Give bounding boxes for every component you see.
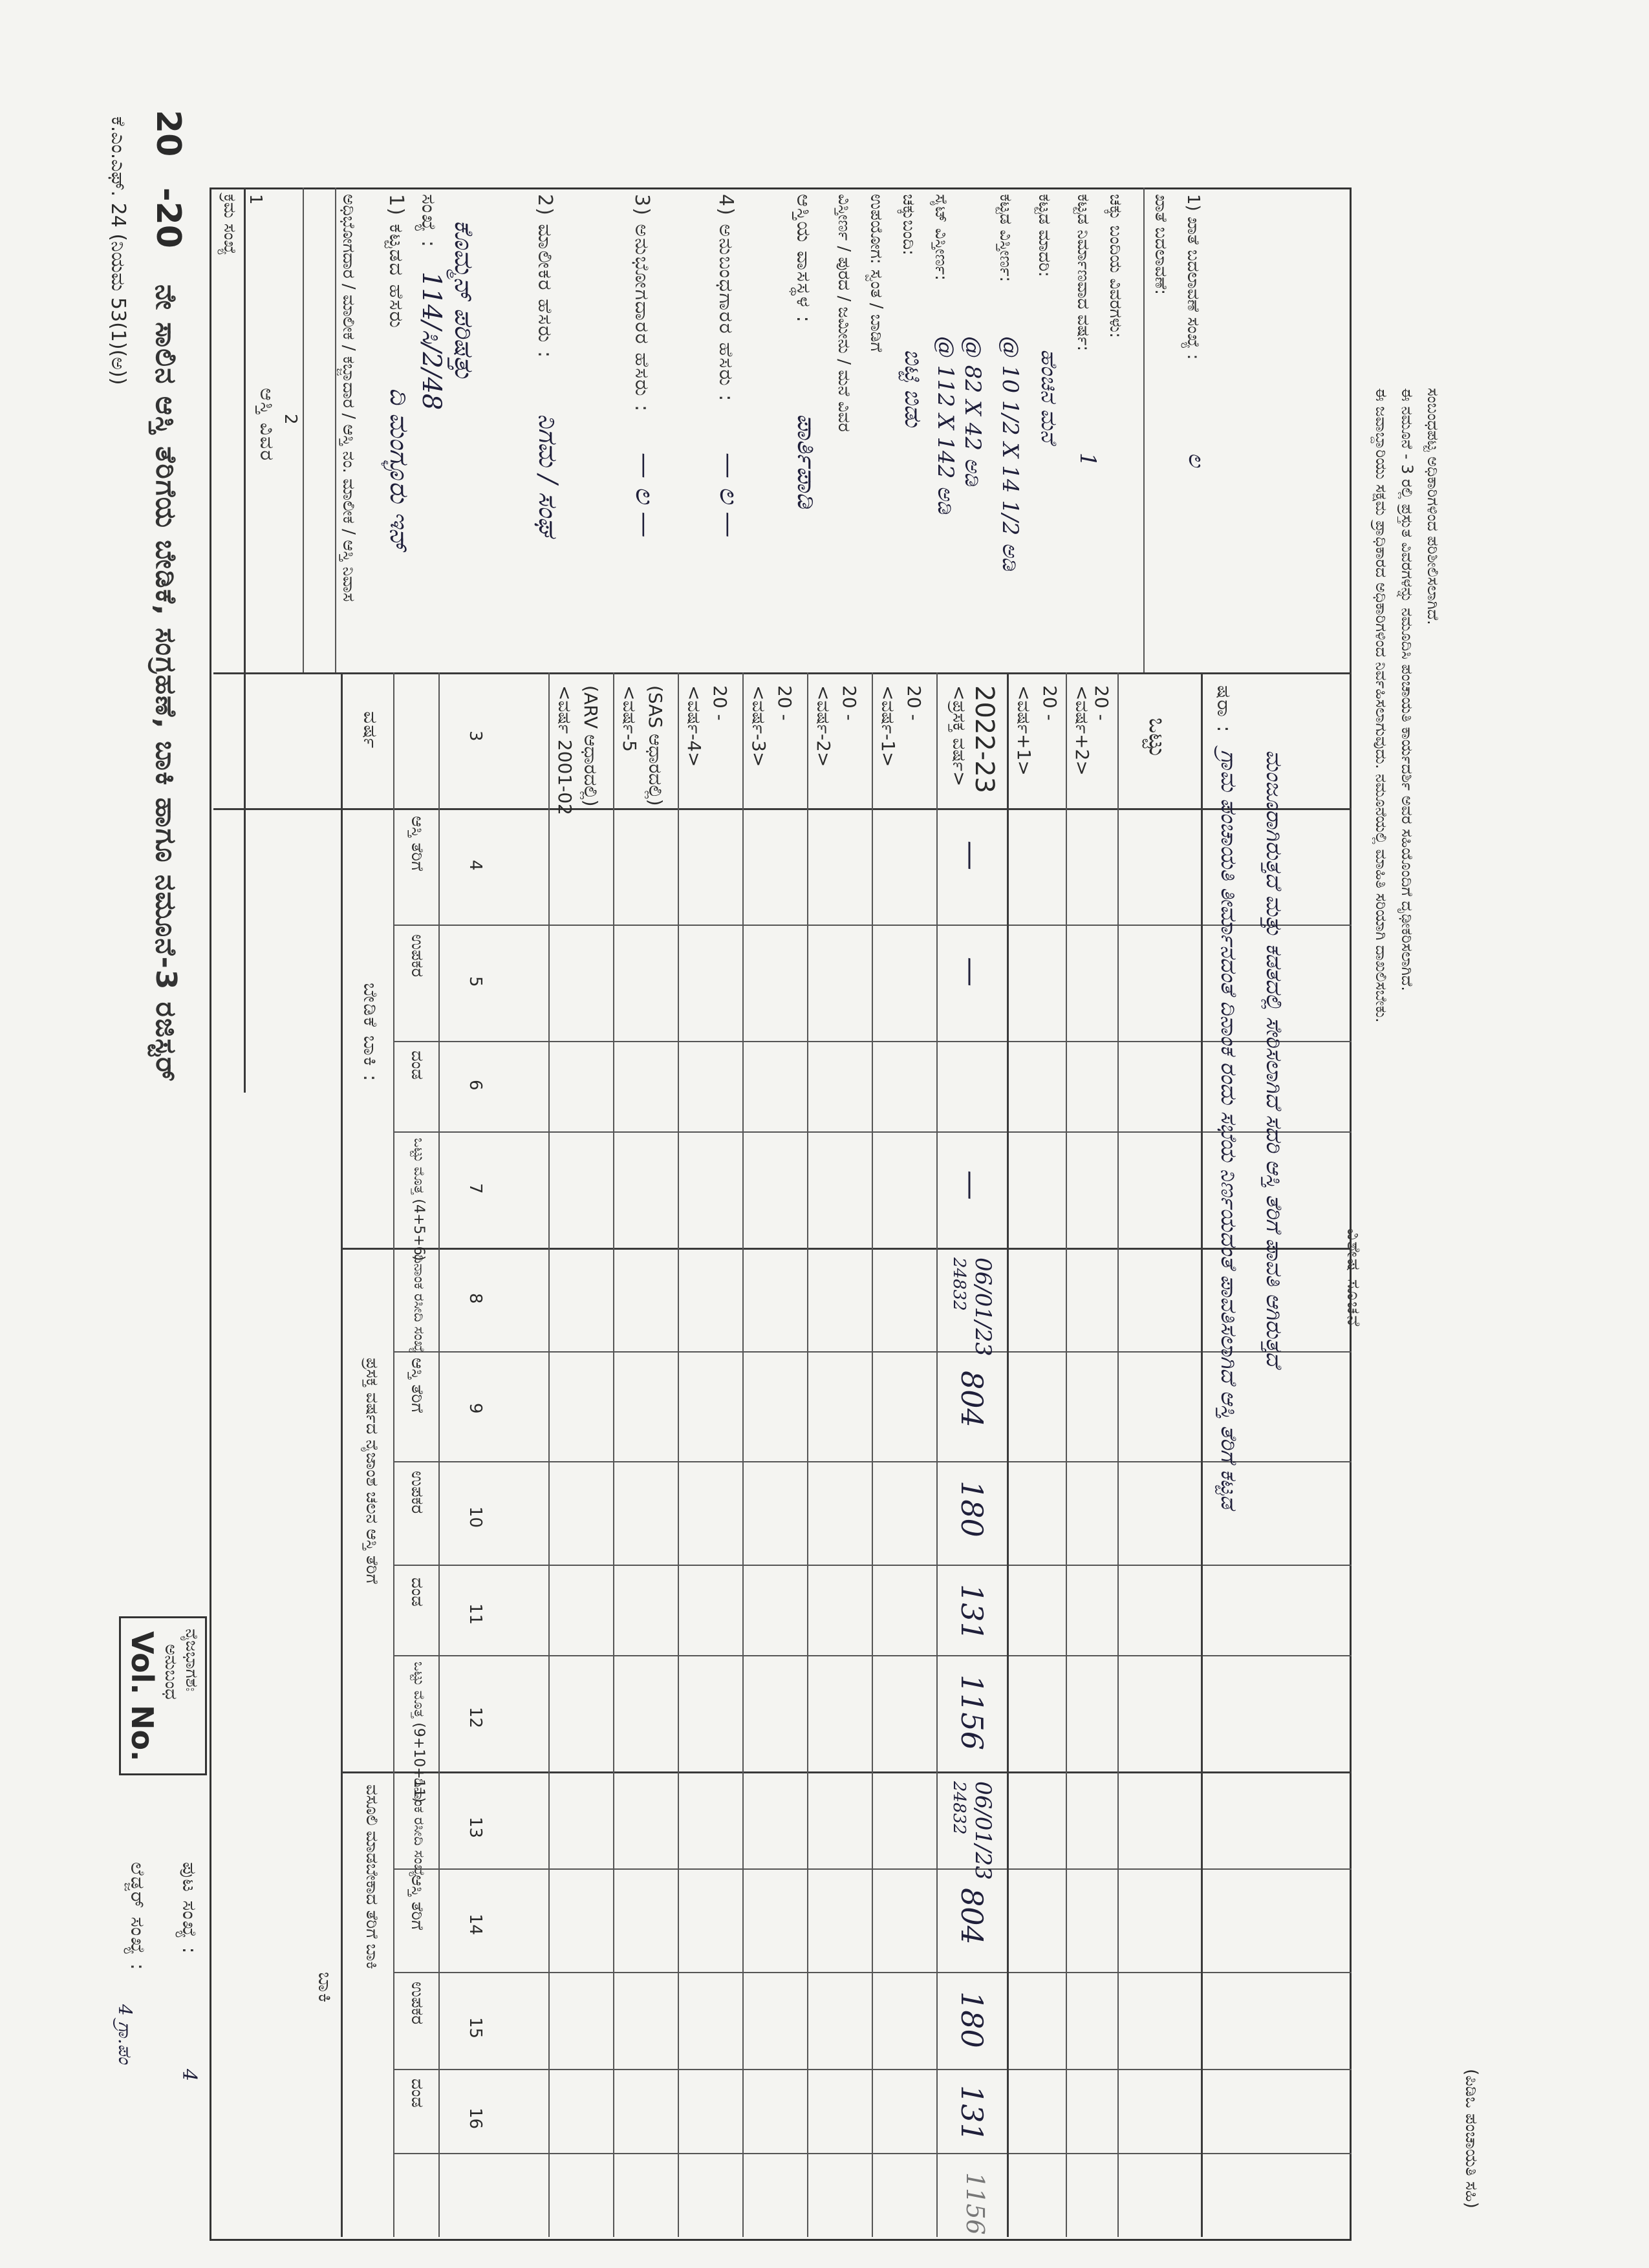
boundary-label: ಚಕ್ಕುಬಂದಿ:: [899, 194, 918, 255]
ledger-value: 4 ಗ್ರಾ.ಪಂ: [114, 2004, 136, 2064]
subhead-c12: ಒಟ್ಟು ಮೊತ್ತ (9+10+11): [411, 1662, 427, 1803]
subhead-c8: ದಿನಾಂಕ ರಸೀದಿ ಸಂಖ್ಯೆ: [411, 1254, 427, 1354]
row-label-1b: (SAS ಆಧಾರದಲ್ಲಿ): [645, 685, 666, 806]
cur-c15: 180: [954, 1991, 989, 2048]
subhead-c16: ದಂಡ: [407, 2079, 427, 2108]
cur-c16: 131: [954, 2085, 989, 2142]
row-label-2: <ವರ್ಷ-4>: [684, 685, 705, 767]
item2-label: 2) ಮಾಲೀಕರ ಹೆಸರು :: [534, 194, 556, 359]
col1-label: 1: [246, 194, 265, 205]
row-label-5b: 20 -: [903, 685, 925, 721]
mutation-value: 1) ಖಾತೆ ಬದಲಾವಣೆ ಸಂಖ್ಯೆ :: [1183, 194, 1203, 360]
row-label-3: <ವರ್ಷ-3>: [748, 685, 770, 767]
col2-label: 2: [281, 414, 300, 425]
colnum-16: 16: [466, 2108, 485, 2130]
item2-value: ನಿಗಮ / ಸಂಘ: [533, 414, 563, 537]
boundary-value: ಬಿಟ್ಟಿ ಬಿಡು: [900, 349, 926, 427]
cur-c13-date: 06/01/23: [970, 1781, 996, 1880]
site-area-value2: @ 82 X 42 ಅಡಿ: [960, 336, 986, 486]
page-title: ನೇ ಸಾಲಿನ ಆಸ್ತಿ ತೆರಿಗೆಯ ಬೇಡಿಕೆ, ಸಂಗ್ರಹಣೆ, ಬಾಕಿ ಹಾಗೂ ನಮೂನೆ-3 ರಜಿಸ್ಟರ್: [149, 284, 182, 1083]
owner-desc: ಅಧಿಭೋಗದಾರ / ಮಾಲೀಕ / ಕಬ್ಜಾದಾರ / ಆಸ್ತಿ ನಂ. ಮಾಲೀಕ / ಆಸ್ತಿ ನಿವಾಸ: [339, 194, 358, 602]
cur-c17: 1156: [961, 2172, 989, 2235]
footer-note3: ಸಂಬಂಧಪಟ್ಟ ಅಧಿಕಾರಿಗಳಿಂದ ಪರಿಶೀಲಿಸಲಾಗಿದೆ.: [1424, 388, 1442, 625]
colnum-8: 8: [466, 1293, 485, 1304]
item4-label: 4) ಅನುಬಂಧಗಾರರ ಹೆಸರು :: [715, 194, 737, 403]
row-label-5: <ವರ್ಷ-1>: [878, 685, 899, 767]
cur-c10: 180: [954, 1481, 989, 1537]
balance-sub: ವಸೂಲಿ ಮಾಡಬೇಕಾದ ತೆರಿಗೆ ಬಾಕಿ: [362, 1784, 382, 1969]
number-label: ಸಂಖ್ಯೆ :: [417, 194, 440, 249]
cur-c14: 804: [954, 1888, 989, 1945]
row-label-total: ಒಟ್ಟು: [1144, 718, 1170, 758]
row-label-2b: 20 -: [709, 685, 731, 721]
subhead-c7: ಒಟ್ಟು ಮೊತ್ತ (4+5+6): [411, 1138, 427, 1261]
colnum-5: 5: [466, 976, 485, 987]
cur-c13-receipt: 24832: [949, 1781, 969, 1835]
built-type-label: ಕಟ್ಟಡ ಮಾದರಿ:: [1035, 194, 1054, 277]
subhead-c14: ಆಸ್ತಿ ತೆರಿಗೆ: [407, 1875, 427, 1931]
colnum-13: 13: [466, 1817, 485, 1839]
year-prefix: 20: [149, 110, 188, 157]
remark-text2: ಮಂಜೂರಾಗಿರುತ್ತದೆ ಮತ್ತು ಕಡತದಲ್ಲಿ ಸೇರಿಸಲಾಗಿದೆ ಸದರಿ ಆಸ್ತಿ ತೆರಿಗೆ ಪಾವತಿ ಆಗಿರುತ್ತದೆ: [1261, 750, 1287, 1367]
floors-label: ಕಟ್ಟಡ ನಿರ್ಮಾಣವಾದ ವರ್ಷ:: [1073, 194, 1093, 352]
mutation-label: ಖಾತೆ ಬದಲಾವಣೆ:: [1151, 194, 1170, 295]
footer-sign: (ಪಿಡಿಒ ಪಂಚಾಯತಿ ಸಹಿ): [1461, 2069, 1481, 2209]
mutation-num: ಲ: [1183, 453, 1209, 467]
remark-label: ಷರಾ :: [1212, 685, 1235, 734]
row-label-1: <ವರ್ಷ-5: [619, 685, 640, 752]
extent-line: ವಿಸ್ತೀರ್ಣ / ಪುರದ / ಜಮೀನು / ಮನೆ ವಿವರ: [834, 194, 854, 433]
colnum-3: 3: [466, 731, 485, 742]
stamp-line1: ನೈಜಭಾಗಶಃ: [182, 1629, 201, 1692]
colnum-9: 9: [466, 1403, 485, 1414]
page-value: 4: [178, 2069, 200, 2082]
item4-value: — ಲ —: [714, 453, 744, 538]
site-area-label: ಸೈಟ್ ವಿಸ್ತೀರ್ಣ:: [931, 194, 951, 281]
built-type-value: ಹೆಂಚಿನ ಮನೆ: [1036, 349, 1062, 444]
row-label-0: <ವರ್ಷ 2001-02: [554, 685, 576, 815]
row-label-4b: 20 -: [839, 685, 860, 721]
subhead-c11: ದಂಡ: [407, 1578, 427, 1607]
cur-c11: 131: [954, 1584, 989, 1641]
colnum-12: 12: [466, 1707, 485, 1729]
volume-stamp: [119, 1616, 207, 1775]
demand-head: ಬೇಡಿಕೆ ಬಾಕಿ :: [359, 983, 382, 1083]
subhead-c15: ಉಪಕರ: [407, 1982, 427, 2025]
cur-c9: 804: [954, 1371, 989, 1428]
item1-label: 1) ಕಟ್ಟಡದ ಹೆಸರು: [385, 194, 407, 329]
cur-c8-date: 06/01/23: [970, 1257, 996, 1356]
subhead-c6: ದಂಡ: [407, 1051, 427, 1080]
cur-c8-receipt: 24832: [949, 1257, 969, 1311]
address-value: ಪಾರ್ತಿಪಾಡಿ: [792, 414, 821, 509]
subhead-c5: ಉಪಕರ: [407, 934, 427, 978]
stamp-vol: Vol. No.: [125, 1631, 160, 1762]
ledger-label: ಲೆಡ್ಜರ್ ಸಂಖ್ಯೆ :: [126, 1862, 149, 1971]
row-label-4: <ವರ್ಷ-2>: [813, 685, 834, 767]
year-head: ವರ್ಷ: [359, 711, 382, 750]
special-note: ವಿಶೇಷ ಸೂಚನೆ: [1343, 1228, 1364, 1328]
address-label: ಆಸ್ತಿಯ ವಾಸಸ್ಥಳ :: [792, 194, 815, 324]
tax-rate-label: ಚಕ್ಕು ಬಂದಿಯ ವಿವರಗಳು:: [1106, 194, 1125, 338]
built-area-value: @ 10 1/2 X 14 1/2 ಅಡಿ: [997, 336, 1023, 571]
subhead-c10: ಉಪಕರ: [407, 1471, 427, 1514]
row-label-7: <ವರ್ಷ+1>: [1013, 685, 1035, 776]
usage-line: ಉಪಯೋಗ: ಸ್ವಂತ / ಬಾಡಿಗೆ: [867, 194, 886, 352]
subhead-c4: ಆಸ್ತಿ ತೆರಿಗೆ: [407, 816, 427, 872]
site-area-value: @ 112 X 142 ಅಡಿ: [932, 336, 958, 515]
form-number: ಕೆ.ಎಂ.ಎಫ್. 24 (ನಿಯಮ 53(1)(ಅ)): [107, 116, 129, 385]
row-label-8b: 20 -: [1091, 685, 1112, 721]
row-label-0b: (ARV ಆಧಾರದಲ್ಲಿ): [580, 685, 601, 807]
item1-value: ದಿ ಮಂಗ್ಳೂರು ಇನ್: [384, 388, 414, 551]
item1-value2: ಕೊಮ್ಮನ್ ಪರಿಷತ್ತು: [449, 220, 479, 380]
subhead-c9: ಆಸ್ತಿ ತೆರಿಗೆ: [407, 1358, 427, 1413]
cur-c5: —: [954, 957, 989, 987]
page-label: ಪುಟ ಸಂಖ್ಯೆ :: [178, 1862, 200, 1955]
colnum-7: 7: [466, 1183, 485, 1194]
cur-c4: —: [954, 840, 989, 870]
cur-c7: —: [954, 1170, 989, 1200]
row-label-current: <ಪ್ರಸಕ್ತ ವರ್ಷ>: [949, 685, 970, 787]
row-label-3b: 20 -: [774, 685, 795, 721]
balance-head: ಬಾಕಿ: [314, 1972, 336, 2004]
colnum-15: 15: [466, 2017, 485, 2039]
stamp-line2: ಅನುಬಂಧ: [161, 1644, 180, 1700]
colnum-6: 6: [466, 1080, 485, 1091]
colnum-10: 10: [466, 1506, 485, 1528]
year-suffix: -20: [149, 187, 188, 248]
built-area-label: ಕಟ್ಟಡ ವಿಸ್ತೀರ್ಣ:: [996, 194, 1015, 283]
property-head: ಆಸ್ತಿ ವಿವರ: [255, 388, 278, 462]
colnum-11: 11: [466, 1603, 485, 1625]
remark-text1: ಗ್ರಾಮ ಪಂಚಾಯತಿ ತೀರ್ಮಾನದಂತೆ ದಿನಾಂಕ ರಂದು ಸಭೆಯ ನಿರ್ಣಯದಂತೆ ಪಾವತಿಸಲಾಗಿದೆ ಆಸ್ತಿ ತೆರಿಗೆ ಕಟ್ಟಡ: [1216, 750, 1242, 1510]
row-label-7b: 20 -: [1039, 685, 1061, 721]
footer-note2: ಈ ನಮೂನೆ - 3 ರಲ್ಲಿ ಪ್ರಸ್ತುತ ವಿವರಗಳನ್ನು ನಮೂದಿಸಿ ಪಂಚಾಯತಿ ಕಾರ್ಯದರ್ಶಿ ಅವರ ಸಹಿಯೊಂದಿಗೆ ದೃಢೀಕರಿಸಲಾಗಿದೆ.: [1398, 388, 1416, 992]
number-value: 114/ಸಿ/2/48: [416, 272, 446, 411]
subhead-c13: ದಿನಾಂಕ ರಸೀದಿ ಸಂಖ್ಯೆ: [411, 1778, 427, 1878]
colnum-4: 4: [466, 860, 485, 871]
footer-note1: ಈ ಜವಾಬ್ದಾರಿಯು ಸಕ್ಷಮ ಪ್ರಾಧಿಕಾರದ ಅಧಿಕಾರಿಗಳಿಂದ ನಿರ್ವಹಿಸಲಾಗುವುದು. ನಮೂನೆಯಲ್ಲಿ ಮಾಹಿತಿ ಸರಿಯಾಗಿ ದಾಖಲಿಸಬೇಕು.: [1372, 388, 1390, 1023]
serial-label: ಕ್ರಮ ಸಂಖ್ಯೆ: [220, 194, 239, 255]
collection-head: ಪ್ರಸಕ್ತ ವರ್ಷದ ನೈಜಾಂಶ ಚಲನ ಆಸ್ತಿ ತೆರಿಗೆ: [362, 1358, 382, 1584]
row-label-current-year: 2022-23: [969, 685, 999, 794]
colnum-14: 14: [466, 1914, 485, 1936]
item3-value: — ಲ —: [630, 453, 660, 538]
cur-c12: 1156: [954, 1674, 989, 1751]
row-label-8: <ವರ್ಷ+2>: [1072, 685, 1093, 776]
item3-label: 3) ಅನುಭೋಗದಾರರ ಹೆಸರು :: [630, 194, 653, 413]
floors-value: 1: [1075, 453, 1101, 467]
